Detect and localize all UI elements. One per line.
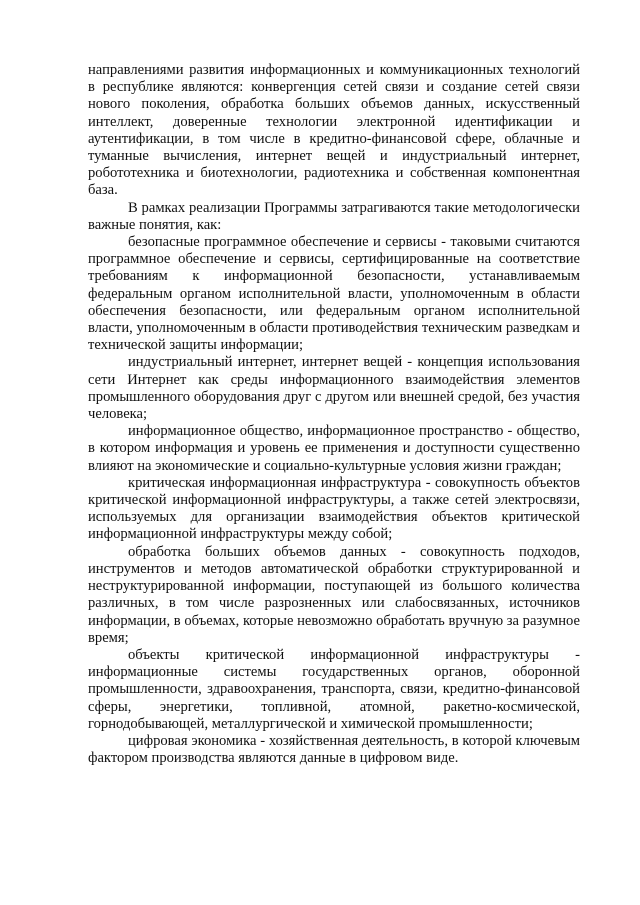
paragraph-information-society-definition: информационное общество, информационное пространство - общество, в котором информация и уровень ее применения и доступности существенно влияют на экономические и социально-культурные условия жизни граждан; (88, 423, 580, 474)
paragraph-digital-economy-definition: цифровая экономика - хозяйственная деятельность, в которой ключевым фактором производства являются данные в цифровом виде. (88, 732, 580, 767)
paragraph-program-concepts-intro: В рамках реализации Программы затрагиваются такие методологически важные понятия, как: (88, 199, 580, 233)
paragraph-critical-objects-definition: объекты критической информационной инфраструктуры - информационные системы государственных органов, оборонной промышленности, здравоохранения, транспорта, связи, кредитно-финансовой сферы, энергетики, топливной, атомной, ракетно-космической, горнодобывающей, металлургической и химической промышленности; (88, 646, 580, 732)
document-page (88, 62, 580, 767)
paragraph-secure-software-definition: безопасные программное обеспечение и сервисы - таковыми считаются программное обеспечение и сервисы, сертифицированные на соответствие требованиям к информационной безопасности, устанавливаемым федеральным органом исполнительной власти, уполномоченным в области обеспечения безопасности, или федеральным органом исполнительной власти, уполномоченным в области противодействия техническим разведкам и технической защиты информации; (88, 234, 580, 354)
paragraph-big-data-definition: обработка больших объемов данных - совокупность подходов, инструментов и методов автоматической обработки структурированной и неструктурированной информации, поступающей из большого количества различных, в том числе разрозненных или слабосвязанных, источников информации, в объемах, которые невозможно обработать вручную за разумное время; (88, 543, 580, 646)
paragraph-industrial-internet-definition: индустриальный интернет, интернет вещей - концепция использования сети Интернет как среды информационного взаимодействия элементов промышленного оборудования друг с другом или внешней средой, без участия человека; (88, 354, 580, 423)
paragraph-technology-directions: направлениями развития информационных и коммуникационных технологий в республике являются: конвергенция сетей связи и создание сетей связи нового поколения, обработка больших объемов данных, искусственный интеллект, доверенные технологии электронной идентификации и аутентификации, в том числе в кредитно-финансовой сфере, облачные и туманные вычисления, интернет вещей и индустриальный интернет, робототехника и биотехнологии, радиотехника и собственная компонентная база. (88, 62, 580, 199)
paragraph-critical-infrastructure-definition: критическая информационная инфраструктура - совокупность объектов критической информационной инфраструктуры, а также сетей электросвязи, используемых для организации взаимодействия объектов критической информационной инфраструктуры между собой; (88, 474, 580, 543)
